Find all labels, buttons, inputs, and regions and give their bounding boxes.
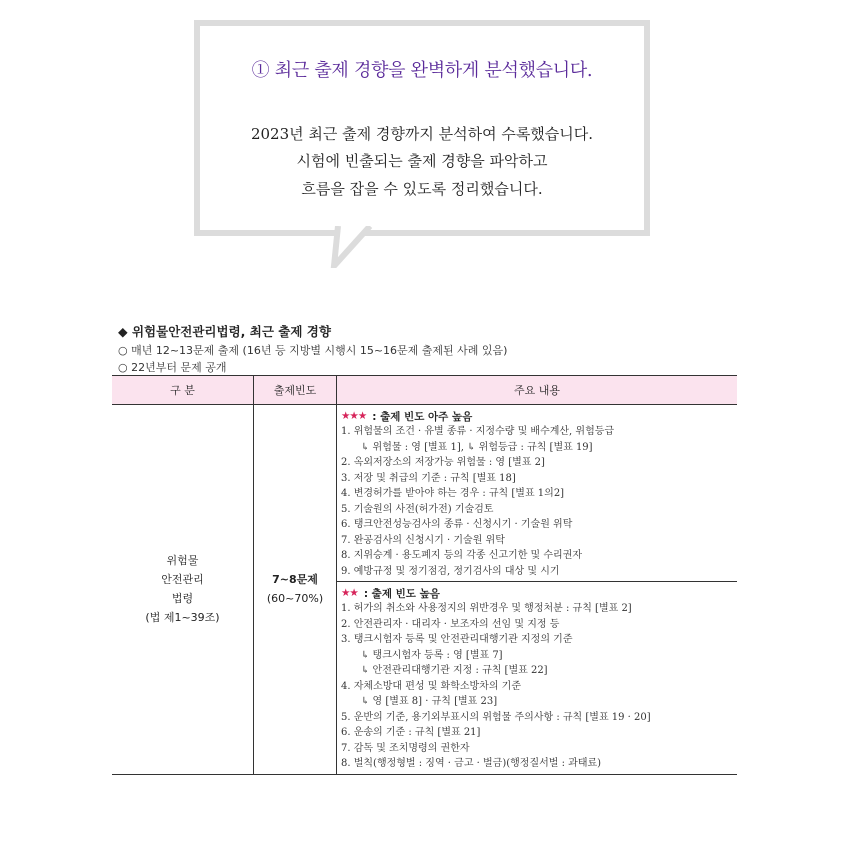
list-item: 4. 자체소방대 편성 및 화학소방차의 기준 [341,680,521,692]
header-category: 구 분 [112,376,254,405]
list-item: 1. 위험물의 조건 · 유별 종류 · 지정수량 및 배수계산, 위험등급 [341,426,615,437]
content-groups [337,405,737,774]
list-item: ↳ 탱크시험자 등록 : 영 [별표 7] [361,649,503,661]
group-heading-text: : 출제 빈도 아주 높음 [372,410,473,423]
list-item: 8. 지위승계 · 용도폐지 등의 각종 신고기한 및 수리권자 [341,550,583,561]
list-item: ↳ 안전관리대행기관 지정 : 규칙 [별표 22] [361,665,548,676]
header-main-content: 주요 내용 [337,376,738,405]
star-rating-icon: ★★ [341,587,358,599]
category-line: 안전관리 [161,573,204,587]
bubble-tail-icon [330,226,380,268]
section-note-2: ○ 22년부터 문제 공개 [118,361,227,374]
table-header-row [112,376,737,405]
list-item: 9. 예방규정 및 정기점검, 정기검사의 대상 및 시기 [341,565,560,577]
group-heading-text: : 출제 빈도 높음 [363,587,440,600]
group-heading [341,408,733,424]
category-line: 법령 [171,592,194,606]
category-line: 위험물 [166,554,199,568]
frequency-percent: (60~70%) [266,592,324,606]
category-line: (법 제1~39조) [145,611,220,625]
content-cell [337,405,738,775]
list-item: ↳ 영 [별표 8] · 규칙 [별표 23] [361,696,498,707]
frequency-cell [254,405,337,775]
list-item: 3. 저장 및 취급의 기준 : 규칙 [별표 18] [341,472,516,484]
list-item: 7. 감독 및 조치명령의 권한자 [341,742,470,754]
list-item: ↳ 위험물 : 영 [별표 1], ↳ 위험등급 : 규칙 [별표 19] [361,441,593,453]
bubble-line-3: 흐름을 잡을 수 있도록 정리했습니다. [301,180,543,198]
bubble-line-2: 시험에 빈출되는 출제 경향을 파악하고 [296,152,548,170]
list-item: 5. 기술원의 사전(허가전) 기술검토 [341,503,494,515]
list-item: 1. 허가의 취소와 사용정지의 위반경우 및 행정처분 : 규칙 [별표 2] [341,603,632,614]
list-item: 6. 탱크안전성능검사의 종류 · 신청시기 · 기술원 위탁 [341,519,573,530]
list-item: 4. 변경허가를 받아야 하는 경우 : 규칙 [별표 1의2] [341,488,565,499]
frequency-count: 7~8문제 [272,573,318,587]
star-rating-icon: ★★★ [341,410,367,422]
list-item: 3. 탱크시험자 등록 및 안전관리대행기관 지정의 기준 [341,634,573,645]
intro-speech-bubble [194,20,650,236]
section-note-1: ○ 매년 12~13문제 출제 (16년 등 지방별 시행시 15~16문제 출제된 사례 있음) [118,344,508,357]
frequency-group-2 [337,581,737,774]
category-cell [112,405,254,775]
frequency-group-1 [337,405,737,581]
exam-trend-table [112,375,737,775]
list-item: 6. 운송의 기준 : 규칙 [별표 21] [341,727,481,738]
bubble-line-1: 2023년 최근 출제 경향까지 분석하여 수록했습니다. [250,125,594,143]
table-row [112,405,737,775]
group-heading [341,585,733,601]
list-item: 2. 옥외저장소의 저장가능 위험물 : 영 [별표 2] [341,457,545,468]
header-frequency: 출제빈도 [254,376,337,405]
list-item: 8. 벌칙(행정형벌 : 징역 · 금고 · 벌금)(행정질서벌 : 과태료) [341,758,602,769]
list-item: 7. 완공검사의 신청시기 · 기술원 위탁 [341,534,505,546]
bubble-title: ① 최근 출제 경향을 완벽하게 분석했습니다. [251,60,593,81]
list-item: 2. 안전관리자 · 대리자 · 보조자의 선임 및 지정 등 [341,618,560,630]
section-title: ◆ 위험물안전관리법령, 최근 출제 경향 [118,324,331,339]
list-item: 5. 운반의 기준, 용기외부표시의 위험물 주의사항 : 규칙 [별표 19 · 20] [341,711,651,723]
